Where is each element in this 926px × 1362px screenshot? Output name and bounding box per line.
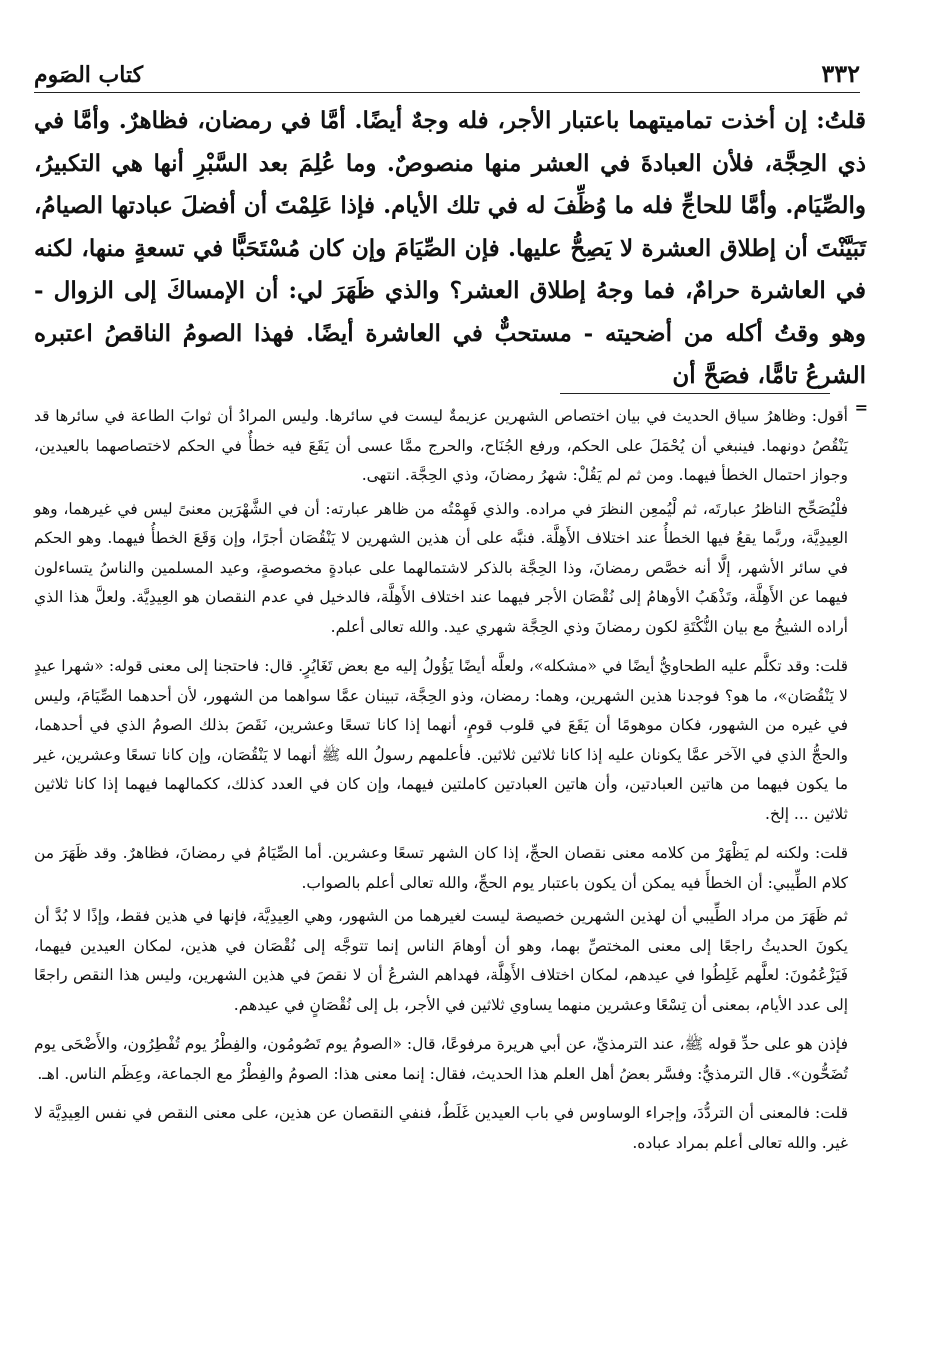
running-title: كتاب الصَوم [34, 62, 144, 88]
footnote-paragraph: قلت: ولكنه لم يَظْهَرْ من كلامه معنى نقصان الحجِّ، إذا كان الشهر تسعًا وعشرين. أما الصِّيَامُ في رمضانَ، فظاهرٌ. وقد ظَهَرَ من كلام الطِّيبي: أن الخطأَ فيه يمكن أن يكون باعتبار يوم الحجِّ، والله تعالى أعلم بالصواب. [34, 844, 848, 892]
footnote-paragraph: قلت: فالمعنى أن التردُّدَ، وإجراء الوساوس في باب العيدين غَلَطٌ، فنفي النقصان عن هذين، على معنى النقص في نفس العِيدِيَّة لا غير. والله تعالى أعلم بمراد عباده. [34, 1104, 848, 1152]
footnote-separator [560, 393, 830, 394]
footnote-paragraph: ثم ظَهَرَ من مراد الطِّيبي أن لهذين الشهرين خصيصة ليست لغيرهما من الشهور، وهي العِيدِيَّة، فإنها في هذين فقط، وإذًا لا بُدَّ أن يكونَ الحديثُ راجعًا إلى معنى المختصِّ بهما، وهو أن أوهامَ الناس إنما تتوجَّه إلى نُقْصَان في هذين، لمكان العيدين فيهما، فَيَزْعُمُونَ: لعلَّهم غَلِطُوا في عيدهم، لمكان اختلاف الأَهِلَّة، فهداهم الشرعُ أن لا نقصَ في هذين الشهرين، وليس هذا النقص راجعًا إلى عدد الأيام، بمعنى أن تِسْعًا وعشرين منهما يساوي ثلاثين في الأجر، بل إلى نُقْصَانٍ في عيدهم. [34, 907, 848, 1014]
footnote-continuation-mark: = [854, 398, 868, 417]
page-header [34, 48, 860, 93]
page-number: ٣٣٢ [821, 59, 860, 88]
footnote-paragraph: فإذن هو على حدِّ قوله ﷺ، عند الترمذيِّ، عن أبي هريرة مرفوعًا، قال: «الصومُ يوم تَصُومُون، والفِطْرُ يوم تُفْطِرُون، والأَضْحَى يوم تُضَحُّون». قال الترمذيُّ: وفسَّر بعضُ أهل العلم هذا الحديث، فقال: إنما معنى هذا: الصومُ والفِطْرُ مع الجماعة، وعِظَم الناس. اهـ. [34, 1035, 848, 1083]
main-text [34, 100, 866, 398]
main-paragraph: قلتُ: إن أخذت تماميتهما باعتبار الأجر، فله وجهٌ أيضًا. أمَّا في رمضان، فظاهرٌ. وأمَّا في ذي الحِجَّة، فلأن العبادةَ في العشر منها منصوصٌ. وما عُلِمَ بعد السَّبْرِ أنها هي التكبيرُ، والصِّيَام. وأمَّا للحاجِّ فله ما وُظِّفَ له في تلك الأيام. فإذا عَلِمْتَ أن أفضلَ عبادتها الصيامُ، تَبَيَّنْتَ أن إطلاق العشرة لا يَصِحُّ عليها. فإن الصِّيَامَ وإن كان مُسْتَحَبًّا في تسعةٍ منها، لكنه في العاشرة حرامٌ، فما وجهُ إطلاق العشر؟ والذي ظَهَرَ لي: أن الإمساكَ إلى الزوال - وهو وقتُ أكله من أضحيته - مستحبٌّ في العاشرة أيضًا. فهذا الصومُ الناقصُ اعتبره الشرعُ تامًّا، فصَحَّ أن [34, 107, 866, 389]
footnotes [34, 402, 848, 1168]
footnote-paragraph: قلت: وقد تكلَّم عليه الطحاويُّ أيضًا في «مشكله»، ولعلَّه أيضًا يَؤُولُ إليه مع بعض تَغَايُرٍ. قال: فاحتجنا إلى معنى قوله: «شهرا عيدٍ لا يَنْقُصَان»، ما هو؟ فوجدنا هذين الشهرين، وهما: رمضان، وذو الحِجَّة، تبينان عمَّا سواهما من الشهور، لأن أحدهما الصِّيَامَ، وليس في غيره من الشهور، فكان موهومًا أن يَقَعَ في قلوب قومٍ، أنهما إذا كانا تسعًا وعشرين، نَقَصَ بذلك الصومُ الذي في أحدهما، والحجُّ الذي في الآخر عمَّا يكونان عليه إذا كانا ثلاثين ثلاثين. فأعلمهم رسولُ الله ﷺ أنهما لا يَنْقُصَان، وإن كانا تسعًا وعشرين، غير ما يكون فيهما من هاتين العبادتين، وأن هاتين العبادتين كاملتين فيهما، وإن كان في العدد كذلك، ككمالهما فيهما إذا كانا ثلاثين ثلاثين ... إلخ. [34, 657, 848, 823]
footnote-paragraph: فلْيُصَحِّح الناظرُ عبارتَه، ثم لْيُمعِن النظرَ في مراده. والذي فَهِمْتُه من ظاهر عبارته: أن في الشَّهْرَين معنىً ليس في غيرهما، وهو العِيدِيَّة، وربَّما يقعُ فيها الخطأُ عند اختلاف الأَهِلَّة. فنبَّه على أن هذين الشهرين لا يَنْقُصَان أجرًا، وإن وَقَعَ الخطأُ فيهما. وهو الحكم في سائر الأشهر، إلَّا أنه خصَّص رمضانَ، وذا الحِجَّة بالذكر لاشتمالهما على عبادةٍ مخصوصةٍ، وعيد المسلمين والناسُ يتساءلون فيهما عن الأَهِلَّة، وتَذْهَبُ الأوهامُ إلى نُقْصَان الأجر فيهما عند اختلاف الأَهِلَّة، فالدخيل في عدم النقصان هو العِيدِيَّة. ولعلَّ هذا الذي أراده الشيخُ مع بيان النُّكْتَةِ لكون رمضانَ وذي الحِجَّة شهري عيد. والله تعالى أعلم. [34, 499, 848, 636]
footnote-paragraph: أقول: وظاهرُ سياق الحديث في بيان اختصاص الشهرين عزيمةٌ ليست في سائرها. وليس المرادُ أن ثوابَ الطاعة في سائرها قد يَنْقُصُ دونهما. فينبغي أن يُحْمَلَ على الحكم، ورفع الجُنَاح، والحرج ممَّا عسى أن يَقَعَ فيه خطأٌ في الحكم لاختصاصهما بالعيدين، وجواز احتمال الخطأ فيهما. ومن ثم لم يَقُلْ: شهرُ رمضانَ، وذي الحِجَّة. انتهى. [34, 407, 848, 484]
